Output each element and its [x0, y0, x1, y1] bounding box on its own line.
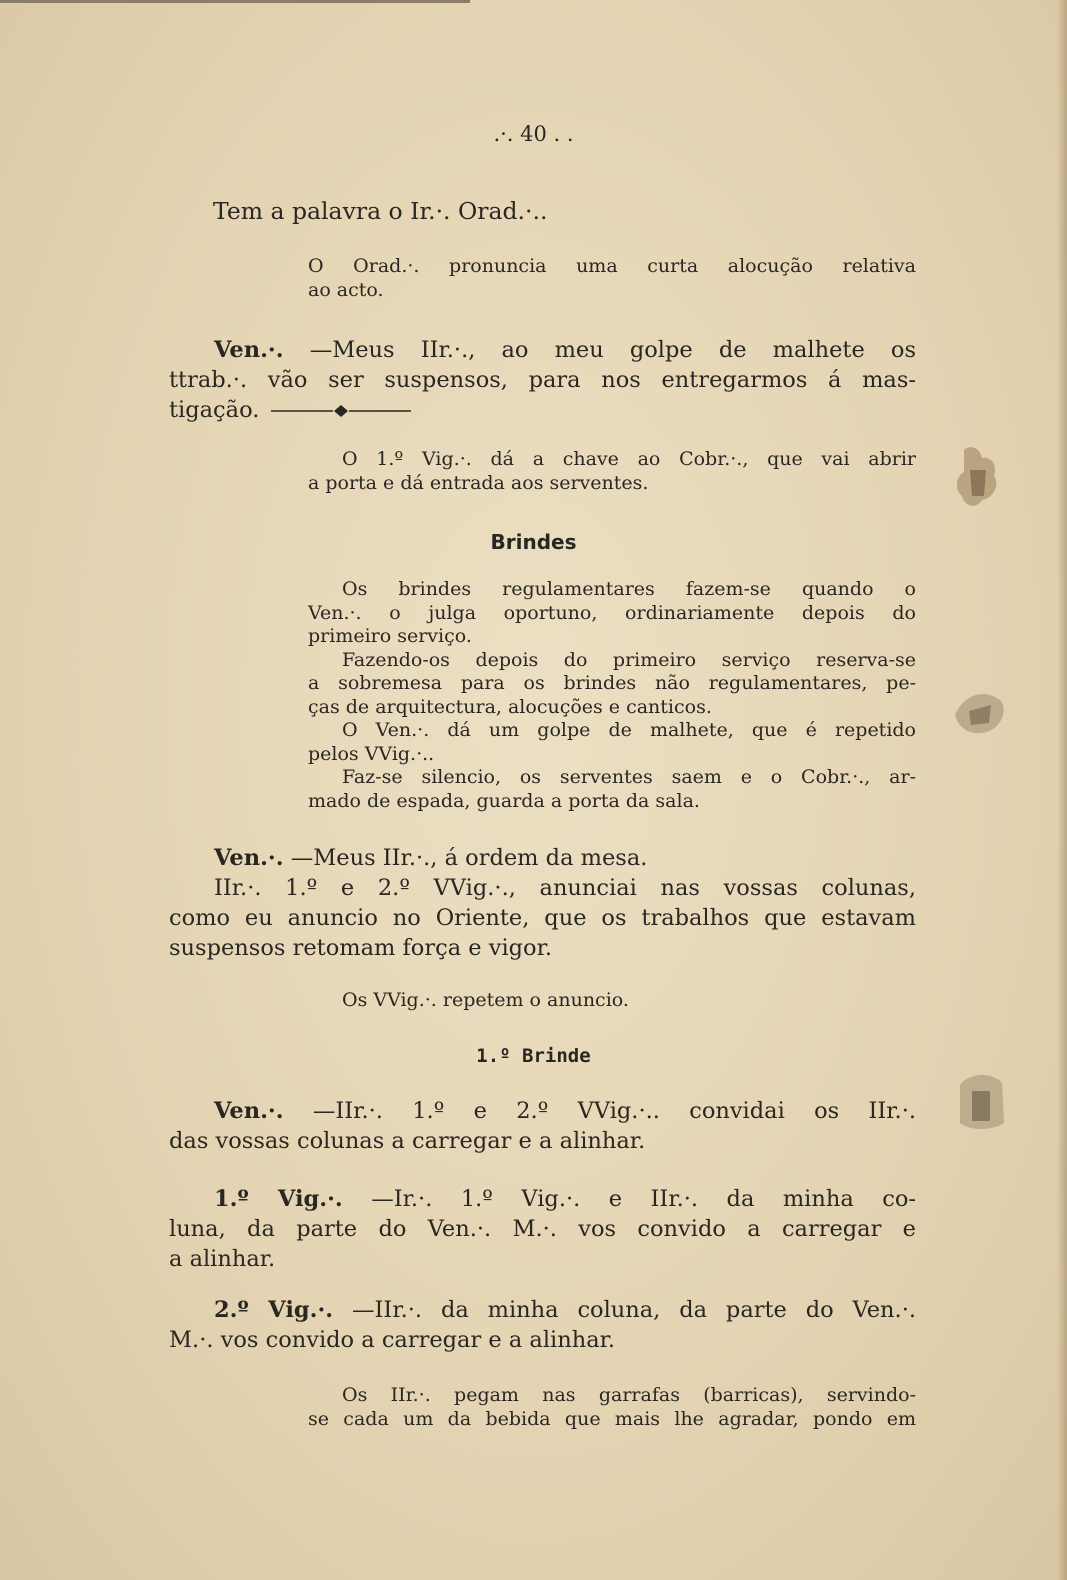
text-line: tigação. — [169, 397, 260, 423]
section-heading: 1.º Brinde — [476, 1045, 591, 1067]
margin-figure-icon — [950, 440, 1010, 520]
paragraph-vvig-repeat: Os VVig.·. repetem o anuncio. — [342, 989, 629, 1011]
text-line: a porta e dá entrada aos serventes. — [308, 471, 649, 494]
paragraph-first-vig — [169, 1184, 916, 1274]
speaker-label: Ven.·. — [214, 845, 284, 871]
page-number: .·. 40 . . — [493, 122, 574, 146]
text-line: M.·. vos convido a carregar e a alinhar. — [169, 1327, 616, 1353]
text-line: O Orad.·. pronuncia uma curta alocução relativa — [308, 255, 916, 277]
text-line: primeiro serviço. — [308, 625, 472, 647]
text-line: ças de arquitectura, alocuções e canticos. — [308, 695, 712, 718]
text-line: mado de espada, guarda a porta da sala. — [308, 789, 700, 812]
speaker-label: Ven.·. — [214, 1098, 284, 1124]
text-line: O Ven.·. dá um golpe de malhete, que é repetido — [342, 719, 916, 741]
text-line: ao acto. — [308, 278, 384, 301]
text-line: se cada um da bebida que mais lhe agradar, pondo em — [308, 1407, 916, 1430]
text-line: ttrab.·. vão ser suspensos, para nos entregarmos á mas- — [169, 367, 916, 393]
paragraph-second-vig — [169, 1295, 916, 1355]
paragraph-intro: Tem a palavra o Ir.·. Orad.·.. — [213, 197, 548, 225]
margin-figure-icon — [948, 1065, 1013, 1135]
paragraph-garrafas — [308, 1384, 916, 1431]
text-line: a alinhar. — [169, 1246, 276, 1272]
text-line: —Meus IIr.·., ao meu golpe de malhete os — [309, 337, 916, 363]
paragraph-ven-convidai — [169, 1096, 916, 1156]
text-line: —IIr.·. da minha coluna, da parte do Ven.·. — [352, 1297, 916, 1323]
text-line: IIr.·. 1.º e 2.º VVig.·., anunciai nas vossas colunas, — [214, 875, 916, 901]
text-line: a sobremesa para os brindes não regulamentares, pe- — [308, 672, 916, 694]
text-line: —IIr.·. 1.º e 2.º VVig.·.. convidai os IIr.·. — [312, 1098, 917, 1124]
page-edge-shadow — [1057, 0, 1067, 1580]
dagger-rule-icon — [271, 404, 411, 418]
text-line: Os brindes regulamentares fazem-se quando o — [342, 578, 916, 600]
text-line: Fazendo-os depois do primeiro serviço reserva-se — [342, 648, 916, 671]
text-line: Os IIr.·. pegam nas garrafas (barricas), servindo- — [342, 1384, 916, 1406]
speaker-label: 2.º Vig.·. — [214, 1297, 334, 1323]
paragraph-ven-suspend — [169, 335, 916, 425]
paragraph-brindes — [308, 578, 916, 813]
speaker-label: 1.º Vig.·. — [214, 1186, 343, 1212]
section-heading: Brindes — [490, 530, 577, 554]
text-line: —Meus IIr.·., á ordem da mesa. — [290, 845, 648, 871]
paragraph-ven-order — [169, 843, 916, 963]
text-line: O 1.º Vig.·. dá a chave ao Cobr.·., que vai abrir — [342, 448, 916, 470]
text-line: luna, da parte do Ven.·. M.·. vos convido a carregar e — [169, 1216, 916, 1242]
text-line: Faz-se silencio, os serventes saem e o Cobr.·., ar- — [342, 766, 916, 788]
text-line: pelos VVig.·.. — [308, 742, 435, 765]
speaker-label: Ven.·. — [214, 337, 284, 363]
text-line: como eu anuncio no Oriente, que os trabalhos que estavam — [169, 905, 916, 931]
margin-figure-icon — [945, 675, 1015, 745]
text-line: —Ir.·. 1.º Vig.·. e IIr.·. da minha co- — [371, 1186, 916, 1212]
text-line: suspensos retomam força e vigor. — [169, 935, 553, 961]
paragraph-vig-key — [308, 448, 916, 495]
text-line: das vossas colunas a carregar e a alinhar. — [169, 1128, 646, 1154]
text-line: Ven.·. o julga oportuno, ordinariamente depois do — [308, 601, 916, 624]
top-rule — [0, 0, 470, 3]
paragraph-orad — [308, 255, 916, 302]
